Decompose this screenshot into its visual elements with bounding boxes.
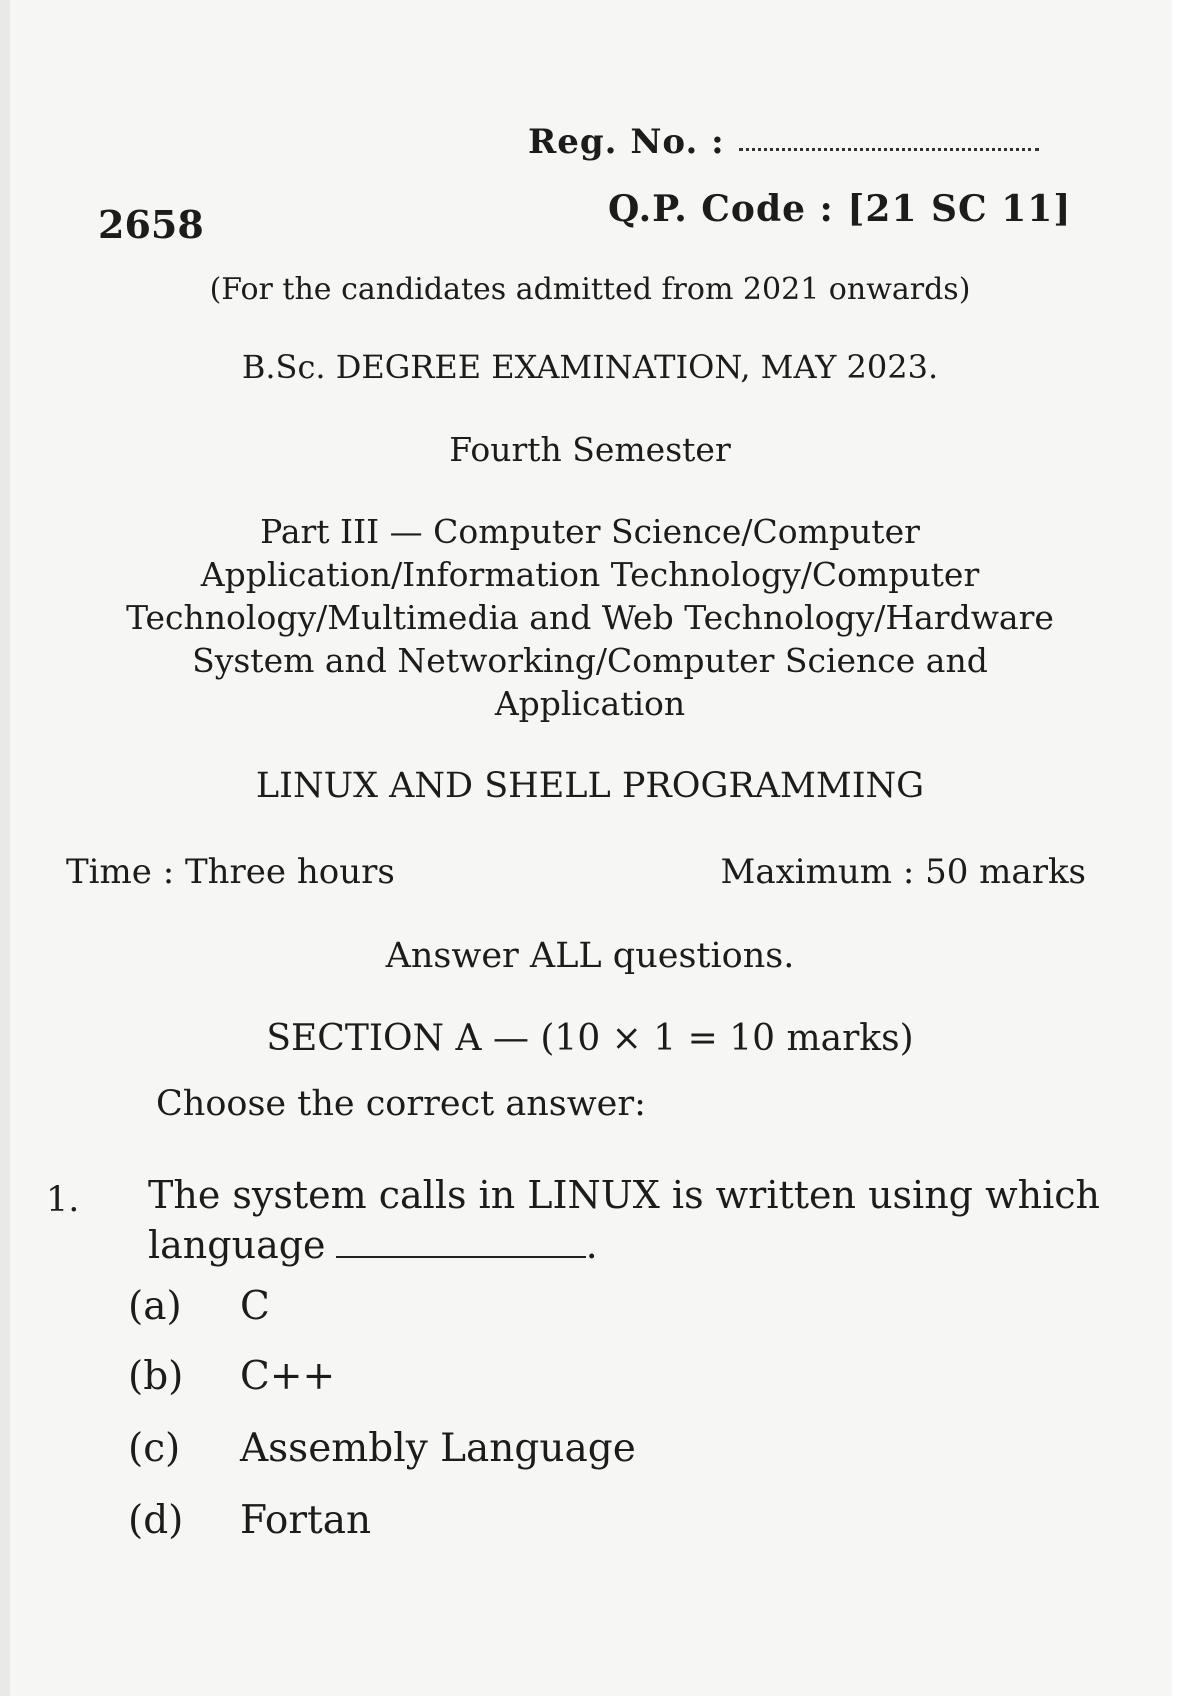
part-line: Application/Information Technology/Computer [200, 555, 980, 594]
registration-number-line [528, 122, 1039, 162]
section-instruction: Choose the correct answer: [156, 1084, 646, 1124]
part-line: Part III — Computer Science/Computer [260, 512, 920, 551]
exam-duration: Time : Three hours [66, 852, 395, 892]
option-text: Fortan [240, 1498, 372, 1543]
maximum-marks: Maximum : 50 marks [720, 852, 1086, 892]
part-line: System and Networking/Computer Science and [192, 641, 988, 680]
question-number: 1. [46, 1180, 80, 1220]
option-label: (c) [128, 1426, 181, 1471]
degree-title: B.Sc. DEGREE EXAMINATION, MAY 2023. [241, 348, 939, 386]
general-instruction: Answer ALL questions. [385, 936, 795, 976]
option-text: C++ [240, 1354, 336, 1399]
reg-no-dotted-field [739, 142, 1039, 151]
part-line: Technology/Multimedia and Web Technology/Hardware [126, 598, 1054, 637]
reg-no-label: Reg. No. : [528, 122, 725, 162]
option-label: (a) [128, 1284, 182, 1329]
admission-note: (For the candidates admitted from 2021 onwards) [209, 272, 971, 307]
option-label: (d) [128, 1498, 184, 1543]
question-text [148, 1170, 1108, 1270]
option-a [128, 1284, 270, 1329]
question-period: . [585, 1223, 598, 1267]
option-d [128, 1498, 371, 1543]
answer-blank [336, 1226, 586, 1258]
course-title: LINUX AND SHELL PROGRAMMING [255, 766, 925, 806]
paper-number: 2658 [98, 202, 204, 247]
option-label: (b) [128, 1354, 184, 1399]
option-b [128, 1354, 335, 1399]
qp-code: Q.P. Code : [21 SC 11] [608, 188, 1072, 230]
semester: Fourth Semester [449, 430, 731, 469]
part-description [40, 510, 1140, 725]
option-text: Assembly Language [240, 1426, 636, 1471]
option-text: C [240, 1284, 270, 1329]
question-stem: The system calls in LINUX is written using which language [148, 1173, 1100, 1267]
time-marks-row [66, 852, 1086, 892]
page-right-edge [1172, 0, 1200, 1696]
option-c [128, 1426, 636, 1471]
part-line: Application [494, 684, 686, 723]
section-heading: SECTION A — (10 × 1 = 10 marks) [266, 1018, 914, 1059]
page-left-edge [0, 0, 10, 1696]
